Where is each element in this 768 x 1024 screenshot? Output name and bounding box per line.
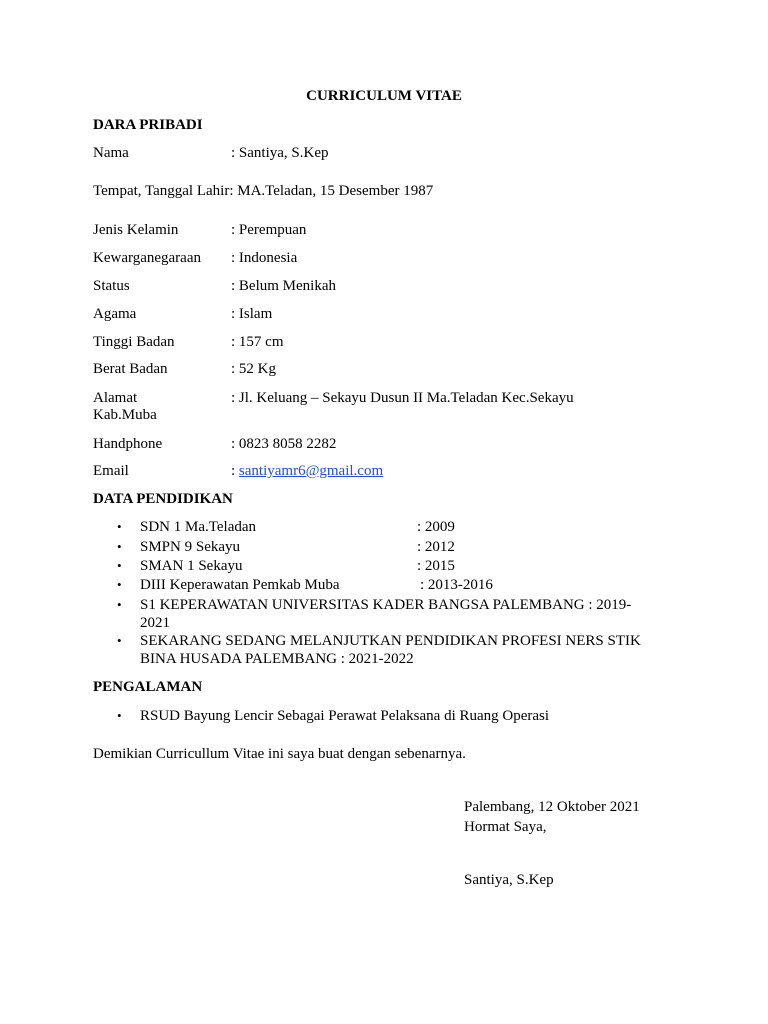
school-year: : 2013-2016 bbox=[420, 577, 493, 593]
religion-value: : Islam bbox=[231, 306, 273, 322]
bullet-icon: • bbox=[117, 597, 122, 612]
nationality-label: Kewarganegaraan bbox=[93, 250, 201, 266]
name-label: Nama bbox=[93, 145, 129, 161]
weight-value: : 52 Kg bbox=[231, 361, 276, 377]
signature-place-date: Palembang, 12 Oktober 2021 bbox=[464, 799, 640, 815]
school-name: DIII Keperawatan Pemkab Muba bbox=[140, 577, 340, 593]
address-value: : Jl. Keluang – Sekayu Dusun II Ma.Teladan Kec.Sekayu bbox=[231, 390, 574, 406]
profession-line-1: SEKARANG SEDANG MELANJUTKAN PENDIDIKAN PROFESI NERS STIK bbox=[140, 633, 641, 649]
status-label: Status bbox=[93, 278, 130, 294]
gender-label: Jenis Kelamin bbox=[93, 222, 179, 238]
education-item bbox=[0, 576, 768, 594]
bullet-icon: • bbox=[117, 539, 122, 554]
education-item bbox=[0, 557, 768, 575]
birth-place-date: Tempat, Tanggal Lahir: MA.Teladan, 15 Desember 1987 bbox=[93, 183, 434, 199]
religion-label: Agama bbox=[93, 306, 137, 322]
address-continuation: Kab.Muba bbox=[93, 407, 157, 423]
education-item bbox=[0, 538, 768, 556]
bullet-icon: • bbox=[117, 633, 122, 648]
phone-label: Handphone bbox=[93, 436, 163, 452]
gender-value: : Perempuan bbox=[231, 222, 307, 238]
status-value: : Belum Menikah bbox=[231, 278, 336, 294]
education-item bbox=[0, 596, 768, 632]
nationality-value: : Indonesia bbox=[231, 250, 298, 266]
school-year: : 2015 bbox=[417, 558, 455, 574]
email-label: Email bbox=[93, 463, 129, 479]
university-line-2: 2021 bbox=[140, 615, 170, 631]
bullet-icon: • bbox=[117, 577, 122, 592]
university-line-1: S1 KEPERAWATAN UNIVERSITAS KADER BANGSA PALEMBANG : 2019- bbox=[140, 597, 632, 613]
education-item bbox=[0, 518, 768, 536]
address-label: Alamat bbox=[93, 390, 138, 406]
experience-item bbox=[0, 707, 768, 725]
experience-text: RSUD Bayung Lencir Sebagai Perawat Pelaksana di Ruang Operasi bbox=[140, 708, 550, 724]
height-label: Tinggi Badan bbox=[93, 334, 175, 350]
name-value: : Santiya, S.Kep bbox=[231, 145, 329, 161]
school-year: : 2009 bbox=[417, 519, 455, 535]
school-name: SDN 1 Ma.Teladan bbox=[140, 519, 257, 535]
section-heading-education: DATA PENDIDIKAN bbox=[93, 491, 233, 507]
school-name: SMPN 9 Sekayu bbox=[140, 539, 241, 555]
closing-statement: Demikian Curricullum Vitae ini saya buat dengan sebenarnya. bbox=[93, 746, 466, 762]
height-value: : 157 cm bbox=[231, 334, 284, 350]
section-heading-personal: DARA PRIBADI bbox=[93, 117, 203, 133]
bullet-icon: • bbox=[117, 708, 122, 723]
page-title: CURRICULUM VITAE bbox=[306, 88, 462, 104]
profession-line-2: BINA HUSADA PALEMBANG : 2021-2022 bbox=[140, 651, 414, 667]
email-row bbox=[231, 462, 383, 480]
email-colon: : bbox=[231, 463, 236, 479]
weight-label: Berat Badan bbox=[93, 361, 168, 377]
education-item bbox=[0, 632, 768, 668]
signature-name: Santiya, S.Kep bbox=[464, 872, 554, 888]
bullet-icon: • bbox=[117, 519, 122, 534]
school-name: SMAN 1 Sekayu bbox=[140, 558, 243, 574]
signature-greeting: Hormat Saya, bbox=[464, 819, 547, 835]
section-heading-experience: PENGALAMAN bbox=[93, 679, 203, 695]
school-year: : 2012 bbox=[417, 539, 455, 555]
phone-value: : 0823 8058 2282 bbox=[231, 436, 337, 452]
email-link[interactable]: santiyamr6@gmail.com bbox=[238, 463, 384, 479]
bullet-icon: • bbox=[117, 558, 122, 573]
